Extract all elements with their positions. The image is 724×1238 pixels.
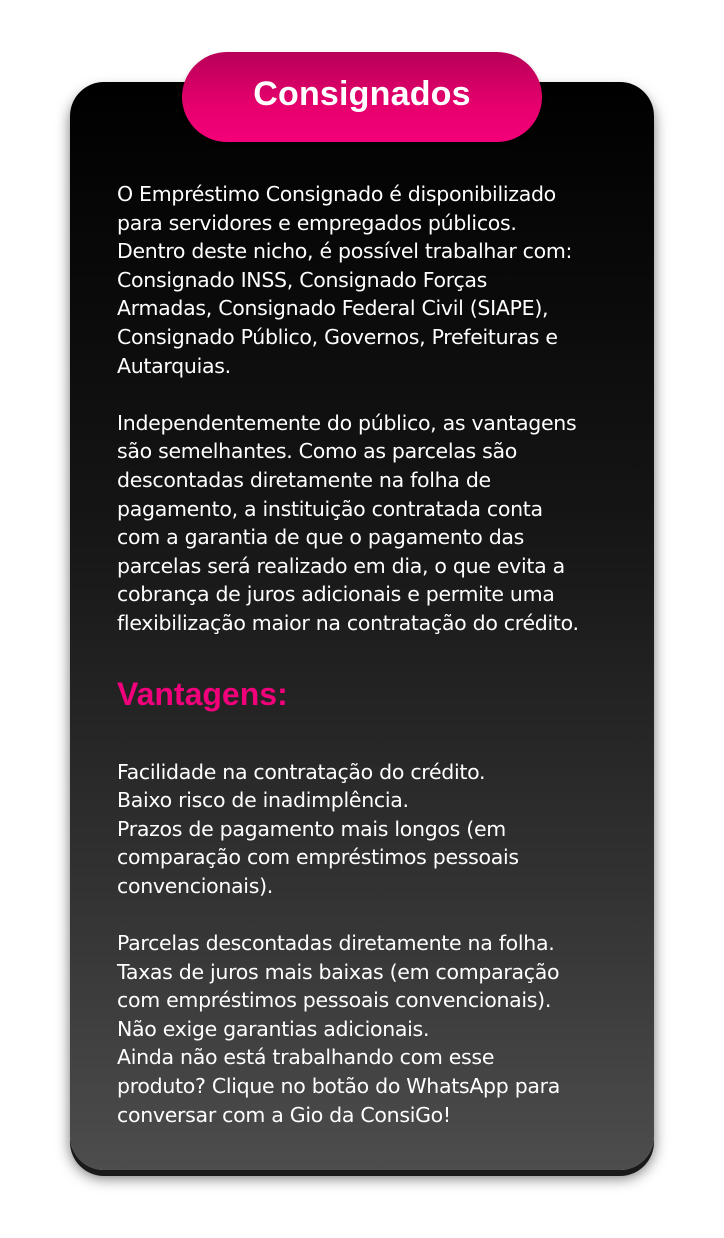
text-line: com a garantia de que o pagamento das <box>117 525 525 550</box>
text-line: Consignado INSS, Consignado Forças <box>117 267 488 292</box>
text-line: Independentemente do público, as vantagens <box>117 410 577 435</box>
text-line: Consignado Público, Governos, Prefeituras e <box>117 324 558 349</box>
text-line: parcelas será realizado em dia, o que evita a <box>117 553 565 578</box>
text-line: descontadas diretamente na folha de <box>117 467 491 492</box>
list-item: Facilidade na contratação do crédito. <box>117 759 486 784</box>
list-item: Não exige garantias adicionais. <box>117 1016 430 1041</box>
advantages-list <box>117 758 627 1130</box>
list-item: Baixo risco de inadimplência. <box>117 788 409 813</box>
spacer <box>117 900 627 929</box>
list-item: Ainda não está trabalhando com esse <box>117 1045 495 1070</box>
card-content <box>117 180 627 1129</box>
title-badge <box>182 52 542 142</box>
text-line: são semelhantes. Como as parcelas são <box>117 439 518 464</box>
list-item: convencionais). <box>117 873 273 898</box>
list-item: Prazos de pagamento mais longos (em <box>117 816 506 841</box>
text-line: O Empréstimo Consignado é disponibilizado <box>117 182 556 206</box>
list-item: Parcelas descontadas diretamente na folha. <box>117 931 555 956</box>
list-item: produto? Clique no botão do WhatsApp para <box>117 1074 561 1099</box>
text-line: flexibilização maior na contratação do crédito. <box>117 610 579 635</box>
advantages-group-2 <box>117 929 627 1129</box>
card-title: Consignados <box>253 74 471 113</box>
advantages-group-1 <box>117 758 627 901</box>
list-item: comparação com empréstimos pessoais <box>117 845 519 870</box>
advantages-heading: Vantagens: <box>117 675 288 712</box>
text-line: cobrança de juros adicionais e permite uma <box>117 582 555 607</box>
text-line: Dentro deste nicho, é possível trabalhar com: <box>117 239 573 264</box>
text-line: Autarquias. <box>117 353 231 378</box>
details-paragraph <box>117 409 627 638</box>
text-line: Armadas, Consignado Federal Civil (SIAPE), <box>117 296 549 321</box>
list-item: conversar com a Gio da ConsiGo! <box>117 1102 451 1127</box>
text-line: pagamento, a instituição contratada conta <box>117 496 543 521</box>
intro-paragraph <box>117 180 627 380</box>
text-line: para servidores e empregados públicos. <box>117 210 517 235</box>
list-item: Taxas de juros mais baixas (em comparação <box>117 959 560 984</box>
list-item: com empréstimos pessoais convencionais). <box>117 988 552 1013</box>
